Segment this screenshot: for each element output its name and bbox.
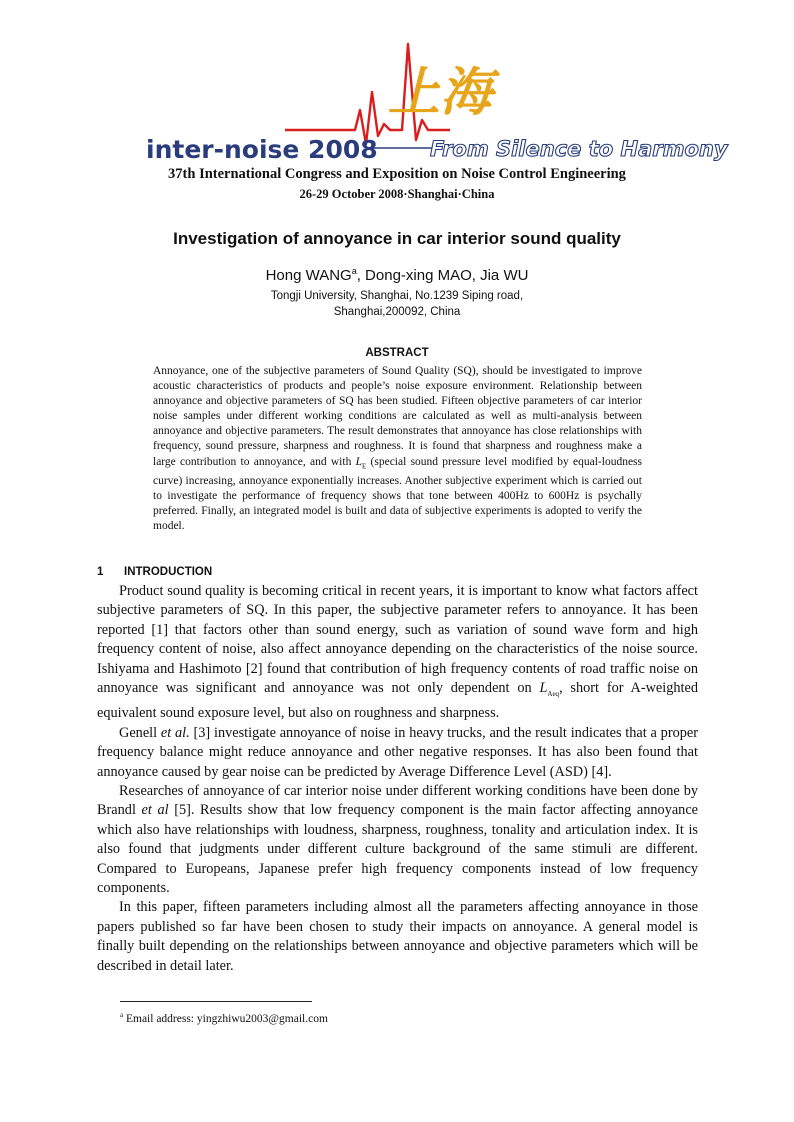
footnote-divider [120, 1001, 312, 1002]
abstract-heading: ABSTRACT [365, 347, 429, 359]
affiliation-line-2: Shanghai,200092, China [333, 306, 461, 318]
intro-p3-etal: et al [141, 802, 169, 819]
abstract-text-part-2: (special sound pressure level modified by equal-loudness curve) increasing, annoyance exponentially increases. Another subjective experiment which is carried out to investigate the performance of frequency shows that tone between 400Hz to 600Hz is psychally preferred. Finally, an integrated model is built and data of subjective experiments is adopted to verify the model. [153, 455, 643, 533]
footnote [120, 1011, 328, 1025]
intro-paragraph-3 [97, 782, 698, 898]
conference-logo [140, 40, 728, 168]
paper-title: Investigation of annoyance in car interior sound quality [173, 229, 621, 248]
symbol-le-sub: E [362, 461, 367, 470]
conference-date-place: 26-29 October 2008·Shanghai·China [299, 187, 495, 201]
footnote-mark: a [120, 1011, 124, 1019]
intro-p3-text-a: Researches of annoyance of car interior noise under different working conditions have been done by Brandl [97, 782, 698, 819]
author-footnote-mark: a [351, 266, 357, 276]
intro-p3-text-b: [5]. Results show that low frequency component is the main factor affecting annoyance which also have relationships with loudness, sharpness, roughness, tonality and articulation index. It is also found that judgments under different culture background of the same stimuli are different. Compared to Europeans, Japanese prefer high frequency components instead of low frequency components. [97, 802, 699, 896]
intro-p1-text-b: , short for A-weighted equivalent sound exposure level, but also on roughness and sharpness. [97, 680, 698, 722]
affiliation-line-1: Tongji University, Shanghai, No.1239 Siping road, [270, 290, 524, 302]
intro-paragraph-2 [97, 724, 698, 782]
abstract-text-part-1: Annoyance, one of the subjective parameters of Sound Quality (SQ), should be investigated to improve acoustic characteristics of products and people’s noise exposure environment. Relationship between annoyance and objective parameters of SQ has been studied. Fifteen objective parameters of car interior noise samples under different working conditions are calculated as well as multi-analysis between annoyance and objective parameters. The result demonstrates that annoyance has close relationships with frequency, sound pressure, sharpness and roughness. It is found that sharpness and roughness make a large contribution to annoyance, and with [153, 365, 642, 468]
author-list [0, 266, 794, 284]
intro-p1-text-a: Product sound quality is becoming critical in recent years, it is important to know what factors affect subjective parameters of SQ. In this paper, the subjective parameter refers to annoyance. It has been reported [1] that factors other than sound energy, such as variation of sound wave form and high frequency content of noise, also affect annoyance depending on the characteristics of the noise source. Ishiyama and Hashimoto [2] found that contribution of high frequency contents of road traffic noise on annoyance was significant and annoyance was not only dependent on [97, 583, 698, 697]
section-title: INTRODUCTION [124, 566, 213, 578]
symbol-le-main: L [355, 455, 362, 468]
section-number: 1 [97, 566, 104, 578]
intro-paragraph-1 [97, 582, 698, 724]
symbol-laeq [539, 680, 559, 696]
author-rest: , Dong-xing MAO, Jia WU [356, 267, 529, 284]
author-first: Hong WANG [265, 267, 352, 284]
affiliation [0, 288, 794, 320]
intro-p2-etal: et al. [160, 724, 190, 741]
introduction-body [97, 582, 698, 976]
conference-title: 37th International Congress and Exposition on Noise Control Engineering [168, 166, 626, 182]
intro-paragraph-4: In this paper, fifteen parameters including almost all the parameters affecting annoyance in those papers published so far have been chosen to study their impacts on annoyance. A general model is finally built depending on the relationships between annoyance and objective parameters which will be described in detail later. [97, 899, 698, 974]
symbol-laeq-main: L [539, 680, 548, 697]
intro-p2-author: Genell [119, 724, 158, 741]
logo-event-name: inter-noise 2008 [146, 135, 378, 164]
abstract-body [153, 364, 642, 534]
footnote-email: Email address: yingzhiwu2003@gmail.com [125, 1012, 328, 1025]
symbol-le [356, 456, 367, 468]
logo-calligraphy: 上海 [387, 63, 493, 123]
intro-p2-text: [3] investigate annoyance of noise in heavy trucks, and the result indicates that a proper frequency balance might reduce annoyance and other negative responses. It has also been found that annoyance caused by gear noise can be predicted by Average Difference Level (ASD) [4]. [97, 724, 698, 780]
section-heading-introduction [97, 566, 212, 578]
symbol-laeq-sub: Aeq [547, 689, 560, 698]
logo-slogan: From Silence to Harmony [430, 137, 728, 161]
